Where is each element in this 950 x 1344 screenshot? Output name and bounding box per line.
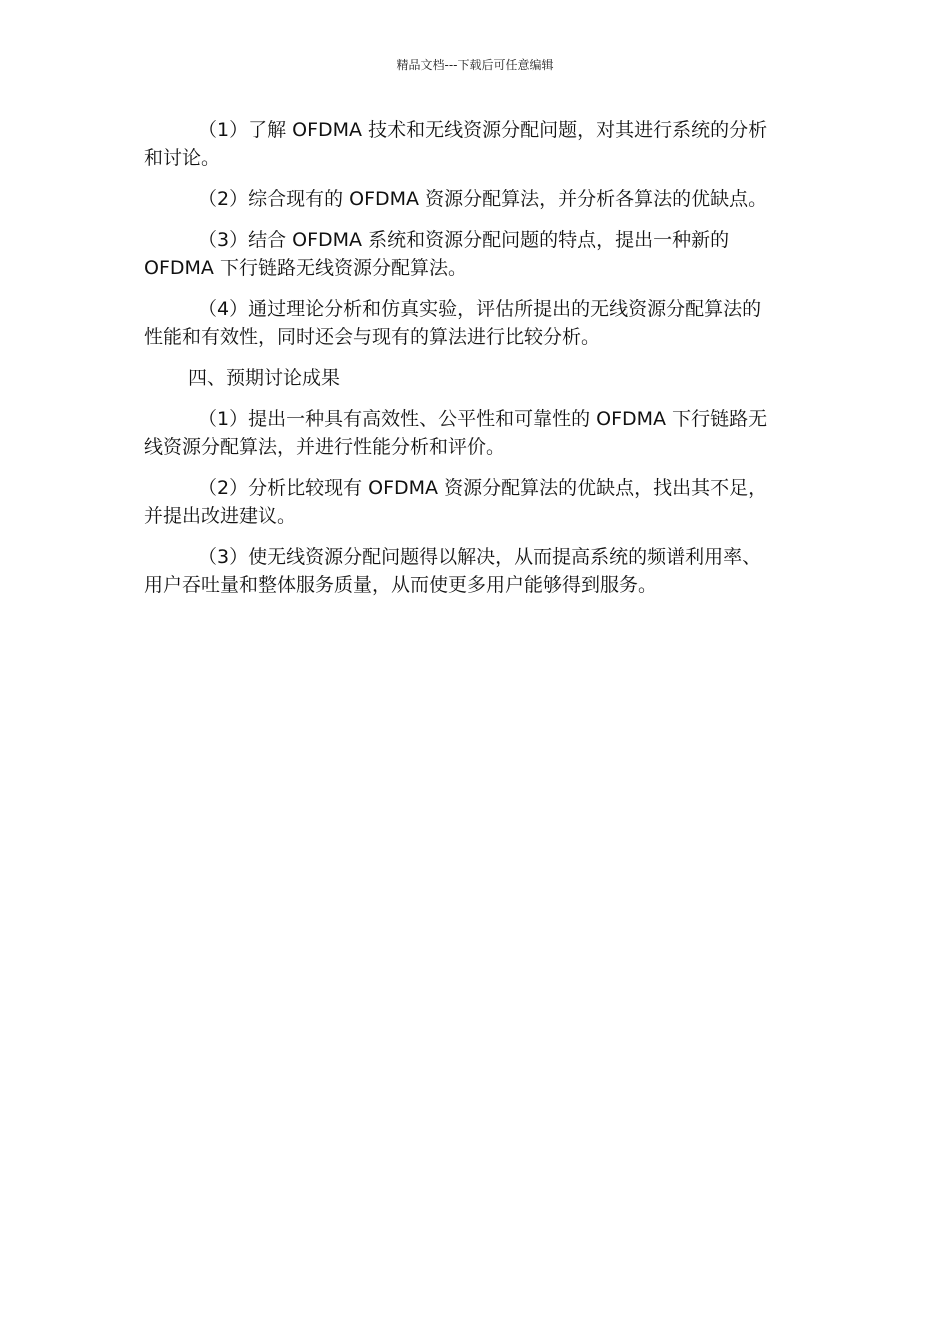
paragraph-line: 线资源分配算法，并进行性能分析和评价。	[144, 436, 506, 458]
paragraph-line: （2）综合现有的 OFDMA 资源分配算法，并分析各算法的优缺点。	[198, 188, 768, 210]
paragraph-3	[144, 226, 808, 282]
paragraph-line: （1）提出一种具有高效性、公平性和可靠性的 OFDMA 下行链路无	[198, 408, 768, 430]
result-2	[144, 474, 808, 530]
paragraph-line: 和讨论。	[144, 147, 221, 169]
paragraph-line: （1）了解 OFDMA 技术和无线资源分配问题，对其进行系统的分析	[198, 119, 768, 141]
paragraph-line: （2）分析比较现有 OFDMA 资源分配算法的优缺点，找出其不足，	[198, 477, 768, 499]
page-header: 精品文档---下载后可任意编辑	[396, 58, 554, 72]
paragraph-line: （4）通过理论分析和仿真实验，评估所提出的无线资源分配算法的	[198, 298, 762, 320]
result-1	[144, 405, 808, 461]
paragraph-line: 性能和有效性，同时还会与现有的算法进行比较分析。	[144, 326, 601, 348]
paragraph-line: 用户吞吐量和整体服务质量，从而使更多用户能够得到服务。	[144, 574, 658, 596]
paragraph-line: （3）结合 OFDMA 系统和资源分配问题的特点，提出一种新的	[198, 229, 730, 251]
section-heading: 四、预期讨论成果	[188, 367, 341, 389]
paragraph-line: （3）使无线资源分配问题得以解决，从而提高系统的频谱利用率、	[198, 546, 762, 568]
paragraph-line: OFDMA 下行链路无线资源分配算法。	[144, 257, 467, 279]
paragraph-line: 并提出改进建议。	[144, 505, 297, 527]
document-body	[144, 116, 808, 612]
paragraph-1	[144, 116, 808, 172]
paragraph-4	[144, 295, 808, 351]
paragraph-2	[144, 185, 808, 213]
result-3	[144, 543, 808, 599]
